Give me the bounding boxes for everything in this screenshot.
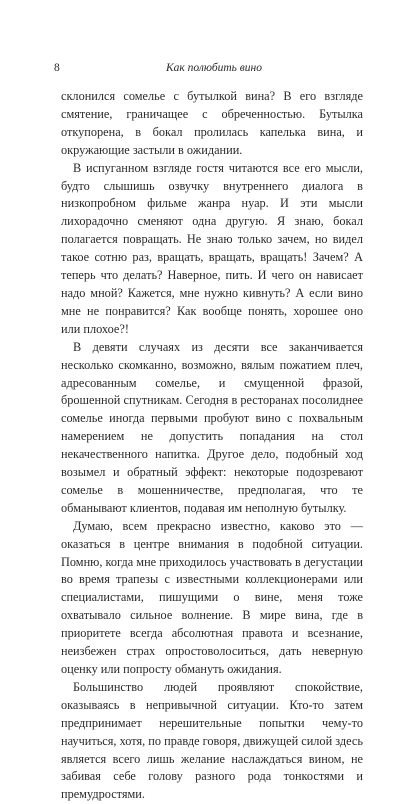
page-header bbox=[54, 60, 354, 76]
paragraph-5: Большинство людей проявляют спокойствие, оказываясь в непривычной ситуации. Кто-то затем предпринимает нерешительные попытки чему-то научиться, хотя, по правде говоря, движущей силой здесь является всего лишь желание наслаждаться вином, не забивая себе голову разного рода тонкостями и премудростями. bbox=[61, 679, 363, 802]
paragraph-2: В испуганном взгляде гостя читаются все его мысли, будто слышишь озвучку внутреннего диалога в низкопробном фильме жанра нуар. И эти мысли лихорадочно сменяют одна другую. Я знаю, бокал полагается повращать. Не знаю только зачем, но видел такое сотню раз, вращать, вращать, вращать! Зачем? А теперь что делать? Наверное, пить. И чего он нависает надо мной? Кажется, мне нужно кивнуть? А если вино мне не понравится? Как вообще понять, хорошее оно или плохое?! bbox=[61, 160, 363, 336]
paragraph-1: склонился сомелье с бутылкой вина? В его взгляде смятение, граничащее с обреченностью. Бутылка откупорена, в бокал пролилась капелька вина, и окружающие застыли в ожидании. bbox=[61, 89, 363, 157]
paragraph-3: В девяти случаях из десяти все заканчивается несколько скомканно, возможно, вялым пожатием плеч, адресованным сомелье, и смущенной фразой, брошенной спутникам. Сегодня в ресторанах посолиднее сомелье иногда первыми пробуют вино с похвальным намерением не допустить попадания на стол некачественного напитка. Другое дело, подобный ход возымел и обратный эффект: некоторые подозревают сомелье в мошенничестве, предполагая, что те обманывают клиентов, подавая им неполную бутылку. bbox=[61, 339, 363, 515]
paragraph-4: Думаю, всем прекрасно известно, каково это — оказаться в центре внимания в подобной ситуации. Помню, когда мне приходилось участвовать в дегустации во время трапезы с известными коллекционерами или специалистами, пишущими о вине, меня тоже охватывало сильное волнение. В мире вина, где в приоритете всегда абсолютная правота и всезнание, неизбежен страх опростоволоситься, дать неверную оценку или попросту обмануть ожидания. bbox=[61, 518, 363, 676]
page-number: 8 bbox=[54, 62, 60, 74]
running-title: Как полюбить вино bbox=[166, 62, 262, 74]
body-text bbox=[61, 88, 363, 804]
